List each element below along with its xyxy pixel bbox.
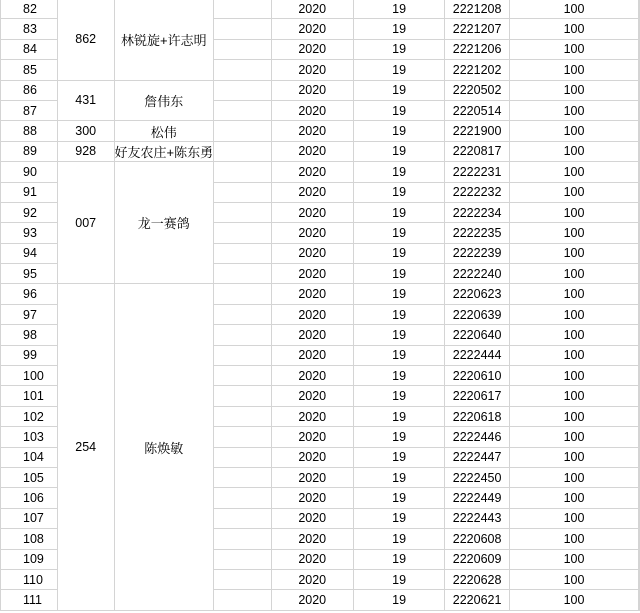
row-number-cell[interactable]: 105 bbox=[1, 467, 58, 487]
score-cell[interactable]: 100 bbox=[510, 529, 639, 549]
empty-cell[interactable] bbox=[639, 508, 640, 528]
empty-cell[interactable] bbox=[639, 304, 640, 324]
ring-number-cell[interactable]: 2221206 bbox=[445, 39, 510, 59]
row-number-cell[interactable]: 91 bbox=[1, 182, 58, 202]
ring-number-cell[interactable]: 2220639 bbox=[445, 304, 510, 324]
empty-cell[interactable] bbox=[214, 304, 271, 324]
year-cell[interactable]: 2020 bbox=[271, 366, 353, 386]
spreadsheet-body bbox=[1, 0, 640, 610]
score-cell[interactable]: 100 bbox=[510, 243, 639, 263]
empty-cell[interactable] bbox=[214, 182, 271, 202]
score-cell[interactable]: 100 bbox=[510, 386, 639, 406]
table-row bbox=[1, 284, 640, 304]
empty-cell[interactable] bbox=[214, 19, 271, 39]
year-cell[interactable]: 2020 bbox=[271, 223, 353, 243]
ring-number-cell[interactable]: 2222239 bbox=[445, 243, 510, 263]
empty-cell[interactable] bbox=[214, 325, 271, 345]
region-code-cell[interactable]: 19 bbox=[353, 60, 444, 80]
ring-number-cell[interactable]: 2221207 bbox=[445, 19, 510, 39]
region-code-cell[interactable]: 19 bbox=[353, 243, 444, 263]
score-cell[interactable]: 100 bbox=[510, 0, 639, 19]
year-cell[interactable]: 2020 bbox=[271, 264, 353, 284]
empty-cell[interactable] bbox=[639, 284, 640, 304]
row-number-cell[interactable]: 103 bbox=[1, 427, 58, 447]
row-number-cell[interactable]: 92 bbox=[1, 202, 58, 222]
ring-number-cell[interactable]: 2221208 bbox=[445, 0, 510, 19]
region-code-cell[interactable]: 19 bbox=[353, 264, 444, 284]
ring-number-cell[interactable]: 2220621 bbox=[445, 590, 510, 610]
year-cell[interactable]: 2020 bbox=[271, 427, 353, 447]
year-cell[interactable]: 2020 bbox=[271, 590, 353, 610]
empty-cell[interactable] bbox=[639, 243, 640, 263]
score-cell[interactable]: 100 bbox=[510, 182, 639, 202]
score-cell[interactable]: 100 bbox=[510, 569, 639, 589]
empty-cell[interactable] bbox=[214, 284, 271, 304]
loft-code-cell[interactable]: 862 bbox=[57, 0, 114, 80]
score-cell[interactable]: 100 bbox=[510, 447, 639, 467]
region-code-cell[interactable]: 19 bbox=[353, 80, 444, 100]
score-cell[interactable]: 100 bbox=[510, 121, 639, 141]
owner-name-cell[interactable]: 陈焕敏 bbox=[114, 284, 214, 610]
region-code-cell[interactable]: 19 bbox=[353, 406, 444, 426]
region-code-cell[interactable]: 19 bbox=[353, 304, 444, 324]
empty-cell[interactable] bbox=[639, 549, 640, 569]
ring-number-cell[interactable]: 2222450 bbox=[445, 467, 510, 487]
empty-cell[interactable] bbox=[639, 80, 640, 100]
owner-name-cell[interactable]: 林锐旋+许志明 bbox=[114, 0, 214, 80]
row-number-cell[interactable]: 85 bbox=[1, 60, 58, 80]
row-number-cell[interactable]: 110 bbox=[1, 569, 58, 589]
empty-cell[interactable] bbox=[214, 80, 271, 100]
empty-cell[interactable] bbox=[214, 488, 271, 508]
score-cell[interactable]: 100 bbox=[510, 427, 639, 447]
table-row bbox=[1, 141, 640, 161]
ring-number-cell[interactable]: 2220817 bbox=[445, 141, 510, 161]
empty-cell[interactable] bbox=[214, 366, 271, 386]
ring-number-cell[interactable]: 2220610 bbox=[445, 366, 510, 386]
loft-code-cell[interactable]: 928 bbox=[57, 141, 114, 161]
empty-cell[interactable] bbox=[639, 427, 640, 447]
table-row bbox=[1, 0, 640, 19]
region-code-cell[interactable]: 19 bbox=[353, 345, 444, 365]
ring-number-cell[interactable]: 2220502 bbox=[445, 80, 510, 100]
empty-cell[interactable] bbox=[639, 60, 640, 80]
score-cell[interactable]: 100 bbox=[510, 60, 639, 80]
row-number-cell[interactable]: 108 bbox=[1, 529, 58, 549]
row-number-cell[interactable]: 83 bbox=[1, 19, 58, 39]
year-cell[interactable]: 2020 bbox=[271, 0, 353, 19]
row-number-cell[interactable]: 97 bbox=[1, 304, 58, 324]
score-cell[interactable]: 100 bbox=[510, 202, 639, 222]
ring-number-cell[interactable]: 2220608 bbox=[445, 529, 510, 549]
year-cell[interactable]: 2020 bbox=[271, 243, 353, 263]
empty-cell[interactable] bbox=[639, 0, 640, 19]
empty-cell[interactable] bbox=[214, 590, 271, 610]
empty-cell[interactable] bbox=[639, 141, 640, 161]
ring-number-cell[interactable]: 2222447 bbox=[445, 447, 510, 467]
row-number-cell[interactable]: 84 bbox=[1, 39, 58, 59]
score-cell[interactable]: 100 bbox=[510, 264, 639, 284]
region-code-cell[interactable]: 19 bbox=[353, 508, 444, 528]
empty-cell[interactable] bbox=[214, 508, 271, 528]
empty-cell[interactable] bbox=[639, 590, 640, 610]
empty-cell[interactable] bbox=[639, 447, 640, 467]
year-cell[interactable]: 2020 bbox=[271, 508, 353, 528]
ring-number-cell[interactable]: 2222232 bbox=[445, 182, 510, 202]
ring-number-cell[interactable]: 2220628 bbox=[445, 569, 510, 589]
owner-name-cell[interactable]: 龙一赛鸽 bbox=[114, 162, 214, 284]
year-cell[interactable]: 2020 bbox=[271, 39, 353, 59]
ring-number-cell[interactable]: 2222234 bbox=[445, 202, 510, 222]
empty-cell[interactable] bbox=[639, 406, 640, 426]
ring-number-cell[interactable]: 2220623 bbox=[445, 284, 510, 304]
empty-cell[interactable] bbox=[639, 488, 640, 508]
year-cell[interactable]: 2020 bbox=[271, 529, 353, 549]
empty-cell[interactable] bbox=[214, 60, 271, 80]
score-cell[interactable]: 100 bbox=[510, 325, 639, 345]
region-code-cell[interactable]: 19 bbox=[353, 386, 444, 406]
table-row bbox=[1, 162, 640, 182]
ring-number-cell[interactable]: 2221202 bbox=[445, 60, 510, 80]
table-row bbox=[1, 121, 640, 141]
region-code-cell[interactable]: 19 bbox=[353, 182, 444, 202]
score-cell[interactable]: 100 bbox=[510, 19, 639, 39]
row-number-cell[interactable]: 96 bbox=[1, 284, 58, 304]
empty-cell[interactable] bbox=[639, 100, 640, 120]
score-cell[interactable]: 100 bbox=[510, 100, 639, 120]
row-number-cell[interactable]: 94 bbox=[1, 243, 58, 263]
region-code-cell[interactable]: 19 bbox=[353, 447, 444, 467]
year-cell[interactable]: 2020 bbox=[271, 406, 353, 426]
empty-cell[interactable] bbox=[214, 529, 271, 549]
score-cell[interactable]: 100 bbox=[510, 345, 639, 365]
row-number-cell[interactable]: 89 bbox=[1, 141, 58, 161]
empty-cell[interactable] bbox=[639, 529, 640, 549]
empty-cell[interactable] bbox=[214, 141, 271, 161]
year-cell[interactable]: 2020 bbox=[271, 60, 353, 80]
empty-cell[interactable] bbox=[639, 264, 640, 284]
year-cell[interactable]: 2020 bbox=[271, 447, 353, 467]
empty-cell[interactable] bbox=[639, 182, 640, 202]
empty-cell[interactable] bbox=[639, 121, 640, 141]
empty-cell[interactable] bbox=[639, 386, 640, 406]
row-number-cell[interactable]: 90 bbox=[1, 162, 58, 182]
loft-code-cell[interactable]: 007 bbox=[57, 162, 114, 284]
loft-code-cell[interactable]: 431 bbox=[57, 80, 114, 121]
score-cell[interactable]: 100 bbox=[510, 549, 639, 569]
empty-cell[interactable] bbox=[639, 162, 640, 182]
empty-cell[interactable] bbox=[214, 0, 271, 19]
ring-number-cell[interactable]: 2222231 bbox=[445, 162, 510, 182]
empty-cell[interactable] bbox=[214, 549, 271, 569]
empty-cell[interactable] bbox=[639, 366, 640, 386]
region-code-cell[interactable]: 19 bbox=[353, 0, 444, 19]
empty-cell[interactable] bbox=[214, 386, 271, 406]
region-code-cell[interactable]: 19 bbox=[353, 284, 444, 304]
year-cell[interactable]: 2020 bbox=[271, 19, 353, 39]
row-number-cell[interactable]: 98 bbox=[1, 325, 58, 345]
year-cell[interactable]: 2020 bbox=[271, 121, 353, 141]
row-number-cell[interactable]: 100 bbox=[1, 366, 58, 386]
empty-cell[interactable] bbox=[639, 223, 640, 243]
year-cell[interactable]: 2020 bbox=[271, 345, 353, 365]
row-number-cell[interactable]: 86 bbox=[1, 80, 58, 100]
score-cell[interactable]: 100 bbox=[510, 406, 639, 426]
score-cell[interactable]: 100 bbox=[510, 223, 639, 243]
empty-cell[interactable] bbox=[214, 202, 271, 222]
row-number-cell[interactable]: 107 bbox=[1, 508, 58, 528]
score-cell[interactable]: 100 bbox=[510, 162, 639, 182]
region-code-cell[interactable]: 19 bbox=[353, 39, 444, 59]
year-cell[interactable]: 2020 bbox=[271, 386, 353, 406]
region-code-cell[interactable]: 19 bbox=[353, 162, 444, 182]
year-cell[interactable]: 2020 bbox=[271, 467, 353, 487]
ring-number-cell[interactable]: 2220609 bbox=[445, 549, 510, 569]
year-cell[interactable]: 2020 bbox=[271, 80, 353, 100]
row-number-cell[interactable]: 87 bbox=[1, 100, 58, 120]
year-cell[interactable]: 2020 bbox=[271, 162, 353, 182]
region-code-cell[interactable]: 19 bbox=[353, 325, 444, 345]
region-code-cell[interactable]: 19 bbox=[353, 569, 444, 589]
region-code-cell[interactable]: 19 bbox=[353, 366, 444, 386]
row-number-cell[interactable]: 104 bbox=[1, 447, 58, 467]
ring-number-cell[interactable]: 2220618 bbox=[445, 406, 510, 426]
row-number-cell[interactable]: 106 bbox=[1, 488, 58, 508]
region-code-cell[interactable]: 19 bbox=[353, 590, 444, 610]
region-code-cell[interactable]: 19 bbox=[353, 427, 444, 447]
empty-cell[interactable] bbox=[214, 447, 271, 467]
empty-cell[interactable] bbox=[214, 345, 271, 365]
empty-cell[interactable] bbox=[214, 162, 271, 182]
score-cell[interactable]: 100 bbox=[510, 141, 639, 161]
region-code-cell[interactable]: 19 bbox=[353, 121, 444, 141]
ring-number-cell[interactable]: 2222444 bbox=[445, 345, 510, 365]
empty-cell[interactable] bbox=[214, 406, 271, 426]
empty-cell[interactable] bbox=[214, 467, 271, 487]
row-number-cell[interactable]: 111 bbox=[1, 590, 58, 610]
empty-cell[interactable] bbox=[214, 427, 271, 447]
year-cell[interactable]: 2020 bbox=[271, 141, 353, 161]
year-cell[interactable]: 2020 bbox=[271, 182, 353, 202]
owner-name-cell[interactable]: 好友农庄+陈东勇 bbox=[114, 141, 214, 161]
year-cell[interactable]: 2020 bbox=[271, 284, 353, 304]
score-cell[interactable]: 100 bbox=[510, 467, 639, 487]
owner-name-cell[interactable]: 詹伟东 bbox=[114, 80, 214, 121]
empty-cell[interactable] bbox=[214, 264, 271, 284]
score-cell[interactable]: 100 bbox=[510, 366, 639, 386]
region-code-cell[interactable]: 19 bbox=[353, 549, 444, 569]
region-code-cell[interactable]: 19 bbox=[353, 529, 444, 549]
ring-number-cell[interactable]: 2221900 bbox=[445, 121, 510, 141]
empty-cell[interactable] bbox=[214, 121, 271, 141]
region-code-cell[interactable]: 19 bbox=[353, 141, 444, 161]
ring-number-cell[interactable]: 2220617 bbox=[445, 386, 510, 406]
empty-cell[interactable] bbox=[639, 39, 640, 59]
region-code-cell[interactable]: 19 bbox=[353, 223, 444, 243]
table-row bbox=[1, 80, 640, 100]
row-number-cell[interactable]: 102 bbox=[1, 406, 58, 426]
loft-code-cell[interactable]: 300 bbox=[57, 121, 114, 141]
region-code-cell[interactable]: 19 bbox=[353, 488, 444, 508]
score-cell[interactable]: 100 bbox=[510, 80, 639, 100]
loft-code-cell[interactable]: 254 bbox=[57, 284, 114, 610]
region-code-cell[interactable]: 19 bbox=[353, 202, 444, 222]
empty-cell[interactable] bbox=[639, 325, 640, 345]
empty-cell[interactable] bbox=[639, 19, 640, 39]
year-cell[interactable]: 2020 bbox=[271, 549, 353, 569]
empty-cell[interactable] bbox=[639, 202, 640, 222]
year-cell[interactable]: 2020 bbox=[271, 488, 353, 508]
empty-cell[interactable] bbox=[639, 569, 640, 589]
region-code-cell[interactable]: 19 bbox=[353, 19, 444, 39]
empty-cell[interactable] bbox=[214, 569, 271, 589]
ring-number-cell[interactable]: 2220640 bbox=[445, 325, 510, 345]
empty-cell[interactable] bbox=[214, 39, 271, 59]
empty-cell[interactable] bbox=[214, 223, 271, 243]
row-number-cell[interactable]: 95 bbox=[1, 264, 58, 284]
row-number-cell[interactable]: 99 bbox=[1, 345, 58, 365]
region-code-cell[interactable]: 19 bbox=[353, 467, 444, 487]
ring-number-cell[interactable]: 2220514 bbox=[445, 100, 510, 120]
row-number-cell[interactable]: 101 bbox=[1, 386, 58, 406]
empty-cell[interactable] bbox=[639, 467, 640, 487]
ring-number-cell[interactable]: 2222449 bbox=[445, 488, 510, 508]
row-number-cell[interactable]: 93 bbox=[1, 223, 58, 243]
ring-number-cell[interactable]: 2222446 bbox=[445, 427, 510, 447]
empty-cell[interactable] bbox=[214, 243, 271, 263]
row-number-cell[interactable]: 109 bbox=[1, 549, 58, 569]
year-cell[interactable]: 2020 bbox=[271, 100, 353, 120]
ring-number-cell[interactable]: 2222443 bbox=[445, 508, 510, 528]
year-cell[interactable]: 2020 bbox=[271, 202, 353, 222]
owner-name-cell[interactable]: 松伟 bbox=[114, 121, 214, 141]
score-cell[interactable]: 100 bbox=[510, 488, 639, 508]
row-number-cell[interactable]: 82 bbox=[1, 0, 58, 19]
score-cell[interactable]: 100 bbox=[510, 304, 639, 324]
year-cell[interactable]: 2020 bbox=[271, 325, 353, 345]
row-number-cell[interactable]: 88 bbox=[1, 121, 58, 141]
score-cell[interactable]: 100 bbox=[510, 39, 639, 59]
empty-cell[interactable] bbox=[639, 345, 640, 365]
score-cell[interactable]: 100 bbox=[510, 284, 639, 304]
region-code-cell[interactable]: 19 bbox=[353, 100, 444, 120]
empty-cell[interactable] bbox=[214, 100, 271, 120]
score-cell[interactable]: 100 bbox=[510, 590, 639, 610]
year-cell[interactable]: 2020 bbox=[271, 569, 353, 589]
year-cell[interactable]: 2020 bbox=[271, 304, 353, 324]
ring-number-cell[interactable]: 2222240 bbox=[445, 264, 510, 284]
ring-number-cell[interactable]: 2222235 bbox=[445, 223, 510, 243]
score-cell[interactable]: 100 bbox=[510, 508, 639, 528]
